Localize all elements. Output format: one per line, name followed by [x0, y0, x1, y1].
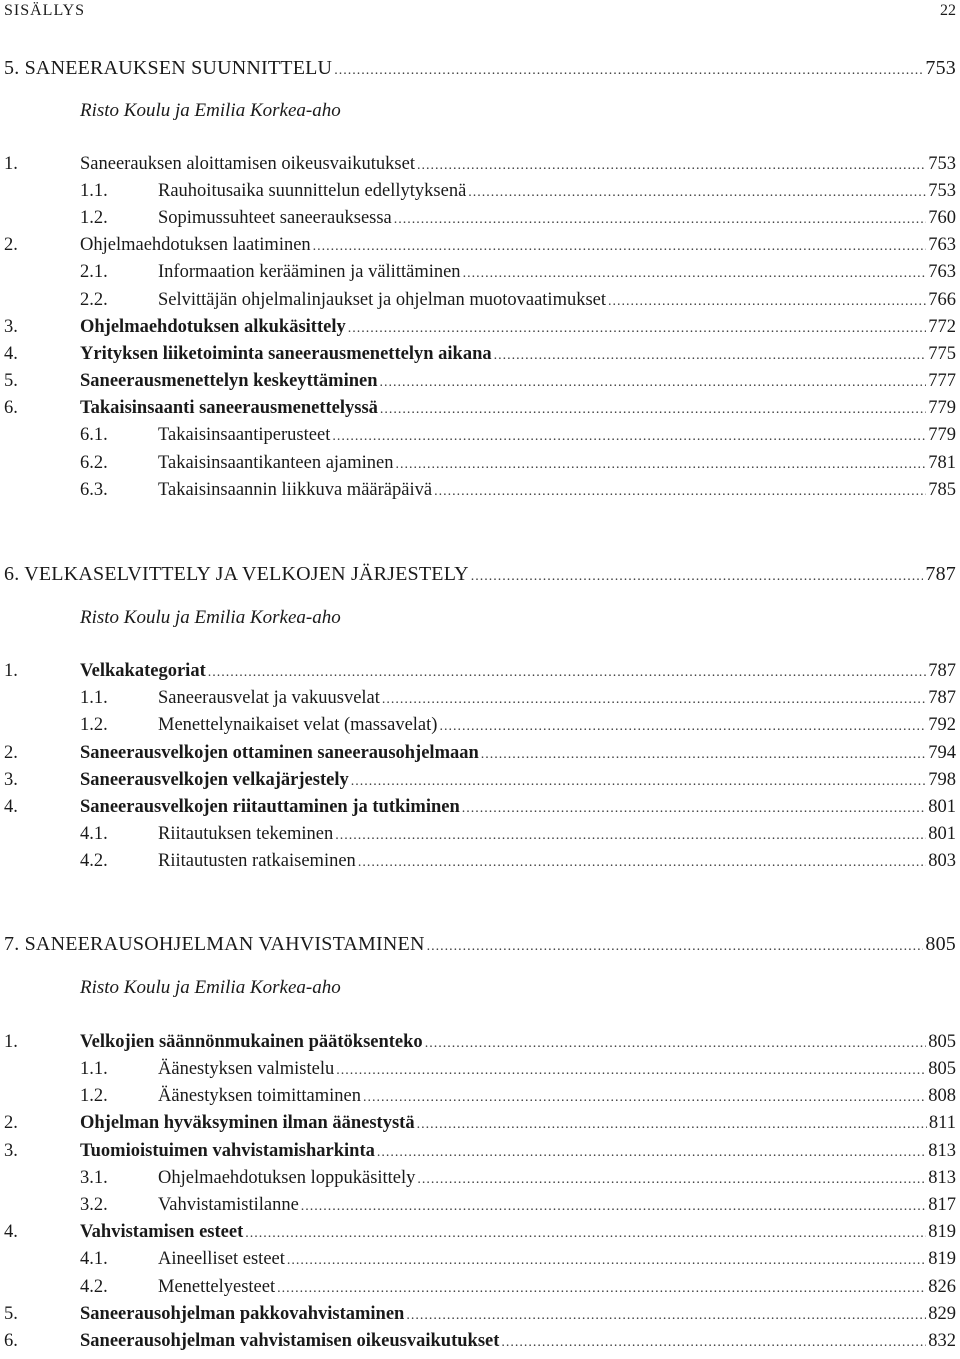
toc-text: Äänestyksen toimittaminen [158, 1086, 361, 1106]
leader-dots [351, 774, 927, 790]
toc-page: 805 [928, 1059, 956, 1079]
toc-chapter-label: 6. VELKASELVITTELY JA VELKOJEN JÄRJESTELY [4, 563, 469, 585]
toc-entry[interactable] [4, 1141, 956, 1163]
toc-num: 1.2. [80, 208, 108, 228]
leader-dots [313, 239, 927, 255]
toc-num: 4.2. [80, 851, 108, 871]
toc-num: 6.3. [80, 480, 108, 500]
toc-page: 785 [928, 480, 956, 500]
toc-entry[interactable] [4, 770, 956, 792]
toc-page: 798 [928, 770, 956, 790]
toc-num: 6.1. [80, 425, 108, 445]
leader-dots [468, 185, 926, 201]
toc-text: Menettelyesteet [158, 1277, 276, 1297]
toc-text: Menettelynaikaiset velat (massavelat) [158, 715, 438, 735]
toc-page: 792 [928, 715, 956, 735]
toc-page: 813 [928, 1168, 956, 1188]
toc-text: Takaisinsaannin liikkuva määräpäivä [158, 480, 433, 500]
leader-dots [358, 855, 926, 871]
toc-num: 1.2. [80, 715, 108, 735]
leader-dots [363, 1090, 926, 1106]
toc-num: 1.2. [80, 1086, 108, 1106]
toc-entry[interactable] [4, 797, 956, 819]
toc-entry[interactable] [4, 1222, 956, 1244]
toc-num: 2. [4, 235, 18, 255]
toc-text: Rauhoitusaika suunnittelun edellytyksenä [158, 181, 467, 201]
toc-text: Saneerausvelkojen riitauttaminen ja tutkiminen [80, 797, 460, 817]
toc-page: 794 [928, 743, 956, 763]
toc-entry[interactable] [4, 1277, 956, 1299]
toc-entry[interactable] [4, 262, 956, 284]
toc-text: Selvittäjän ohjelmalinjaukset ja ohjelman muotovaatimukset [158, 290, 607, 310]
toc-page: 813 [928, 1141, 956, 1161]
leader-dots [380, 375, 927, 391]
toc-num: 3. [4, 770, 18, 790]
toc-text: Vahvistamistilanne [158, 1195, 299, 1215]
toc-num: 1. [4, 661, 18, 681]
toc-page: 817 [928, 1195, 956, 1215]
leader-dots [382, 692, 926, 708]
toc-entry[interactable] [4, 344, 956, 366]
toc-page: 826 [928, 1277, 956, 1297]
toc-num: 2.2. [80, 290, 108, 310]
toc-chapter-label: 5. SANEERAUKSEN SUUNNITTELU [4, 57, 333, 79]
toc-num: 4. [4, 797, 18, 817]
leader-dots [471, 569, 924, 585]
toc-num: 3.1. [80, 1168, 108, 1188]
toc-page: 801 [928, 797, 956, 817]
toc-page: 805 [925, 933, 956, 955]
leader-dots [462, 801, 926, 817]
toc-page: 781 [928, 453, 956, 473]
toc-num: 3. [4, 1141, 18, 1161]
leader-dots [277, 1281, 926, 1297]
leader-dots [334, 63, 923, 79]
toc-num: 5. [4, 1304, 18, 1324]
leader-dots [332, 429, 926, 445]
toc-page: 777 [928, 371, 956, 391]
toc-entry[interactable] [4, 1032, 956, 1054]
leader-dots [287, 1253, 926, 1269]
toc-entry[interactable] [4, 453, 956, 475]
chapter-author: Risto Koulu ja Emilia Korkea-aho [80, 100, 341, 121]
leader-dots [377, 1145, 926, 1161]
toc-page: 787 [925, 563, 956, 585]
toc-page: 763 [928, 262, 956, 282]
toc-entry[interactable] [4, 398, 956, 420]
toc-entry[interactable] [4, 1113, 956, 1135]
toc-num: 1. [4, 1032, 18, 1052]
toc-page: 787 [928, 688, 956, 708]
toc-entry[interactable] [4, 425, 956, 447]
toc-chapter-label: 7. SANEERAUSOHJELMAN VAHVISTAMINEN [4, 933, 425, 955]
toc-num: 4.1. [80, 824, 108, 844]
toc-entry[interactable] [4, 290, 956, 312]
toc-text: Takaisinsaantiperusteet [158, 425, 331, 445]
toc-num: 4.1. [80, 1249, 108, 1269]
toc-page: 808 [928, 1086, 956, 1106]
leader-dots [425, 1036, 927, 1052]
toc-page: 763 [928, 235, 956, 255]
toc-num: 4. [4, 1222, 18, 1242]
toc-num: 3. [4, 317, 18, 337]
leader-dots [336, 1063, 926, 1079]
toc-entry[interactable] [4, 1086, 956, 1108]
toc-page: 819 [928, 1222, 956, 1242]
toc-text: Ohjelmaehdotuksen alkukäsittely [80, 317, 346, 337]
page-header [0, 0, 960, 24]
toc-text: Saneerausvelkojen ottaminen saneerausohjelmaan [80, 743, 479, 763]
leader-dots [481, 747, 926, 763]
toc-page: 787 [928, 661, 956, 681]
toc-text: Riitautusten ratkaiseminen [158, 851, 356, 871]
leader-dots [608, 294, 926, 310]
toc-text: Saneerauksen aloittamisen oikeusvaikutukset [80, 154, 415, 174]
toc-text: Ohjelman hyväksyminen ilman äänestystä [80, 1113, 415, 1133]
toc-num: 6.2. [80, 453, 108, 473]
leader-dots [417, 1172, 926, 1188]
leader-dots [335, 828, 926, 844]
toc-entry[interactable] [4, 1304, 956, 1326]
toc-entry[interactable] [4, 824, 956, 846]
leader-dots [394, 212, 926, 228]
leader-dots [427, 939, 924, 955]
toc-text: Riitautuksen tekeminen [158, 824, 334, 844]
toc-page: 779 [928, 398, 956, 418]
toc-num: 2. [4, 1113, 18, 1133]
running-title: SISÄLLYS [4, 2, 86, 19]
toc-entry[interactable] [4, 688, 956, 710]
toc-num: 2. [4, 743, 18, 763]
toc-text: Saneerausvelat ja vakuusvelat [158, 688, 380, 708]
toc-text: Saneerausohjelman vahvistamisen oikeusvaikutukset [80, 1331, 500, 1351]
toc-text: Saneerausmenettelyn keskeyttäminen [80, 371, 378, 391]
toc-num: 1.1. [80, 181, 108, 201]
toc-num: 6. [4, 1331, 18, 1351]
toc-page: 760 [928, 208, 956, 228]
leader-dots [417, 1117, 927, 1133]
toc-page: 753 [928, 181, 956, 201]
toc-chapter[interactable] [4, 933, 956, 955]
leader-dots [208, 665, 927, 681]
toc-page: 779 [928, 425, 956, 445]
toc-text: Aineelliset esteet [158, 1249, 285, 1269]
toc-entry[interactable] [4, 1195, 956, 1217]
leader-dots [348, 321, 927, 337]
toc-num: 4. [4, 344, 18, 364]
toc-entry[interactable] [4, 1059, 956, 1081]
toc-entry[interactable] [4, 154, 956, 176]
toc-text: Ohjelmaehdotuksen laatiminen [80, 235, 311, 255]
toc-page: 801 [928, 824, 956, 844]
toc-text: Velkojien säännönmukainen päätöksenteko [80, 1032, 423, 1052]
toc-num: 1.1. [80, 688, 108, 708]
leader-dots [501, 1335, 926, 1351]
toc-page: 829 [928, 1304, 956, 1324]
toc-entry[interactable] [4, 1168, 956, 1190]
toc-text: Velkakategoriat [80, 661, 206, 681]
toc-num: 4.2. [80, 1277, 108, 1297]
leader-dots [396, 457, 927, 473]
toc-num: 1. [4, 154, 18, 174]
toc-entry[interactable] [4, 743, 956, 765]
toc-num: 3.2. [80, 1195, 108, 1215]
leader-dots [406, 1308, 926, 1324]
toc-chapter[interactable] [4, 57, 956, 79]
toc-text: Informaation kerääminen ja välittäminen [158, 262, 461, 282]
toc-text: Äänestyksen valmistelu [158, 1059, 335, 1079]
toc-entry[interactable] [4, 661, 956, 683]
toc-text: Ohjelmaehdotuksen loppukäsittely [158, 1168, 416, 1188]
leader-dots [380, 402, 926, 418]
toc-num: 5. [4, 371, 18, 391]
page-number: 22 [940, 2, 956, 19]
toc-page: 803 [928, 851, 956, 871]
toc-entry[interactable] [4, 181, 956, 203]
toc-page: 772 [928, 317, 956, 337]
toc-page: 819 [928, 1249, 956, 1269]
chapter-author: Risto Koulu ja Emilia Korkea-aho [80, 977, 341, 998]
toc-entry[interactable] [4, 851, 956, 873]
leader-dots [463, 266, 927, 282]
toc-entry[interactable] [4, 208, 956, 230]
toc-text: Saneerausohjelman pakkovahvistaminen [80, 1304, 405, 1324]
toc-text: Saneerausvelkojen velkajärjestely [80, 770, 349, 790]
toc-entry[interactable] [4, 715, 956, 737]
toc-page: 805 [928, 1032, 956, 1052]
toc-page: 753 [925, 57, 956, 79]
toc-page: 811 [928, 1113, 956, 1133]
toc-text: Takaisinsaantikanteen ajaminen [158, 453, 394, 473]
toc-entry[interactable] [4, 1331, 956, 1353]
toc-text: Tuomioistuimen vahvistamisharkinta [80, 1141, 375, 1161]
toc-entry[interactable] [4, 235, 956, 257]
toc-entry[interactable] [4, 1249, 956, 1271]
toc-chapter[interactable] [4, 563, 956, 585]
toc-num: 6. [4, 398, 18, 418]
toc-text: Yrityksen liiketoiminta saneerausmenettelyn aikana [80, 344, 492, 364]
toc-num: 2.1. [80, 262, 108, 282]
leader-dots [245, 1226, 926, 1242]
toc-text: Takaisinsaanti saneerausmenettelyssä [80, 398, 378, 418]
leader-dots [301, 1199, 926, 1215]
leader-dots [434, 484, 926, 500]
chapter-author: Risto Koulu ja Emilia Korkea-aho [80, 607, 341, 628]
toc-entry[interactable] [4, 371, 956, 393]
toc-entry[interactable] [4, 480, 956, 502]
toc-text: Sopimussuhteet saneerauksessa [158, 208, 392, 228]
toc-page: 775 [928, 344, 956, 364]
leader-dots [417, 158, 926, 174]
toc-page: 753 [928, 154, 956, 174]
toc-entry[interactable] [4, 317, 956, 339]
leader-dots [439, 719, 926, 735]
toc-num: 1.1. [80, 1059, 108, 1079]
leader-dots [494, 348, 927, 364]
toc-page: 832 [928, 1331, 956, 1351]
toc-text: Vahvistamisen esteet [80, 1222, 244, 1242]
toc-page: 766 [928, 290, 956, 310]
